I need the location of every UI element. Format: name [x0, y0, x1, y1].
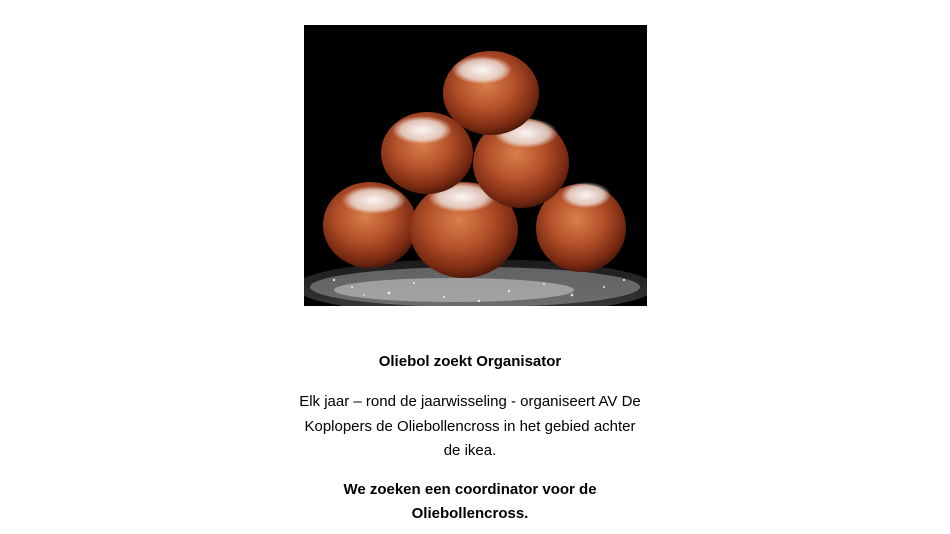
article-body-line: Koplopers de Oliebollencross in het gebied achter — [304, 417, 636, 435]
oliebollen-photo — [304, 25, 647, 306]
article-body-line: Elk jaar – rond de jaarwisseling - organiseert AV De — [299, 393, 641, 410]
article-content — [270, 350, 670, 526]
article-body — [275, 390, 665, 464]
oliebol-top — [443, 51, 539, 135]
oliebol-bottom-left — [323, 182, 417, 268]
coordinator-callout — [270, 478, 670, 526]
article-body-line: de ikea. — [443, 442, 497, 459]
callout-line: We zoeken een coordinator voor de — [343, 480, 597, 498]
oliebollen-illustration — [304, 25, 647, 306]
callout-line: Oliebollencross. — [411, 504, 529, 522]
article-heading: Oliebol zoekt Organisator — [378, 353, 562, 370]
